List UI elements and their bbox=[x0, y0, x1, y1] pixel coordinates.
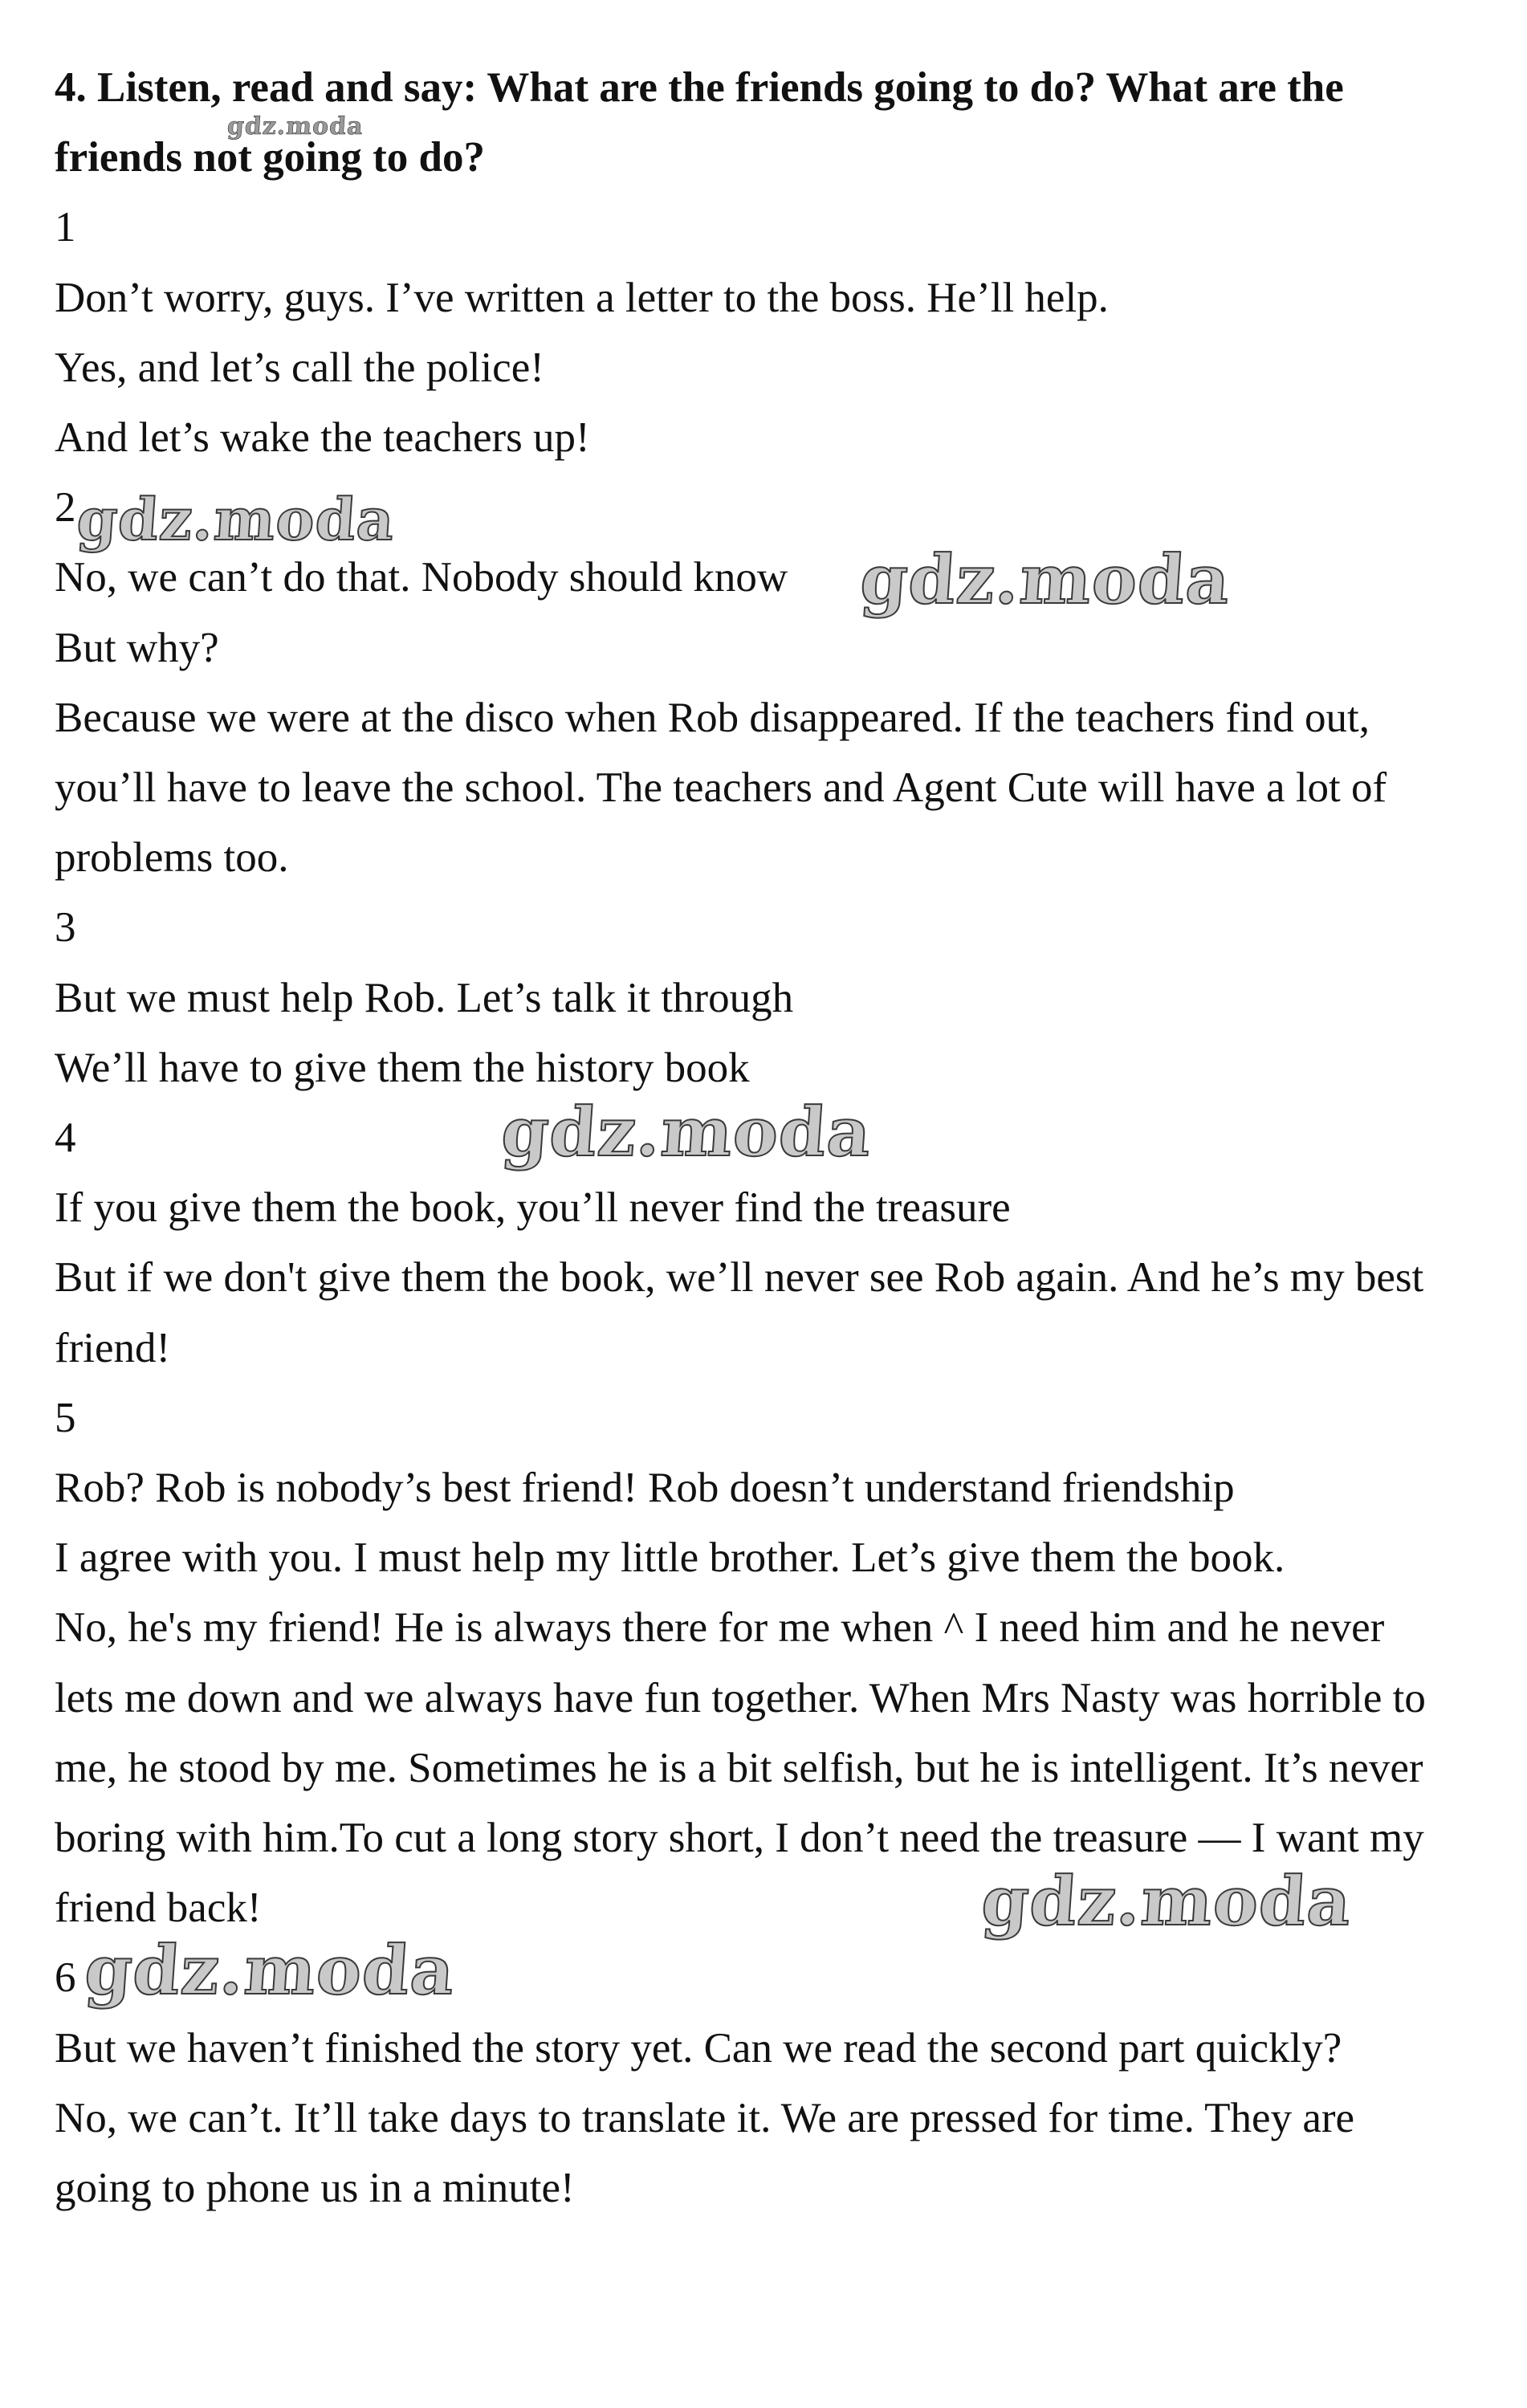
watermark-logo: gdz.moda bbox=[82, 1930, 458, 2010]
dialogue-line: Don’t worry, guys. I’ve written a letter to the boss. He’ll help. bbox=[55, 274, 1109, 321]
dialogue-line: No, we can’t. It’ll take days to translate it. We are pressed for time. They are going to phone us in a minute! bbox=[55, 2094, 1366, 2212]
dialogue-line: Because we were at the disco when Rob disappeared. If the teachers find out, you’ll have to leave the school. The teachers and Agent Cute will have a lot of problems too. bbox=[55, 694, 1398, 882]
section-number: 5 bbox=[55, 1394, 76, 1441]
watermark-logo: gdz.moda bbox=[979, 1861, 1354, 1941]
dialogue-line: Yes, and let’s call the police! bbox=[55, 344, 544, 391]
watermark-logo: gdz.moda bbox=[499, 1092, 874, 1171]
section-number: 4 bbox=[55, 1114, 76, 1162]
dialogue-line: But we haven’t finished the story yet. Can we read the second part quickly? bbox=[55, 2024, 1342, 2072]
exercise-heading: 4. Listen, read and say: What are the friends going to do? What are the friends not going to do? bbox=[55, 64, 1344, 181]
watermark-logo: gdz.moda bbox=[857, 540, 1233, 619]
dialogue-line: But if we don't give them the book, we’ll never see Rob again. And he’s my best friend! bbox=[55, 1254, 1435, 1371]
dialogue-line: If you give them the book, you’ll never find the treasure bbox=[55, 1184, 1011, 1232]
section-5 bbox=[55, 1383, 1435, 1944]
dialogue-line: But we must help Rob. Let’s talk it through bbox=[55, 974, 794, 1021]
watermark-logo: gdz.moda bbox=[75, 485, 397, 553]
section-3 bbox=[55, 893, 1435, 1103]
dialogue-line: We’ll have to give them the history book bbox=[55, 1044, 750, 1091]
section-number: 1 bbox=[55, 204, 76, 251]
section-number: 2 bbox=[55, 484, 76, 532]
section-1 bbox=[55, 193, 1435, 473]
dialogue-line: Rob? Rob is nobody’s best friend! Rob doesn’t understand friendship bbox=[55, 1465, 1235, 1512]
dialogue-line: No, he's my friend! He is always there for me when ^ I need him and he never lets me down and we always have fun together. When Mrs Nasty was horrible to me, he stood by me. Sometimes he is a bit selfish, but he is intelligent. It’s never boring with him.To cut a long story short, I don’t need the treasure — I want my friend back! bbox=[55, 1604, 1437, 1932]
watermark-logo: gdz.moda bbox=[226, 112, 364, 141]
dialogue-line: I agree with you. I must help my little brother. Let’s give them the book. bbox=[55, 1534, 1285, 1582]
section-number: 6 bbox=[55, 1954, 76, 2002]
dialogue-line: And let’s wake the teachers up! bbox=[55, 414, 590, 462]
dialogue-line: No, we can’t do that. Nobody should know bbox=[55, 554, 788, 601]
section-number: 3 bbox=[55, 904, 76, 951]
dialogue-line: But why? bbox=[55, 624, 219, 671]
